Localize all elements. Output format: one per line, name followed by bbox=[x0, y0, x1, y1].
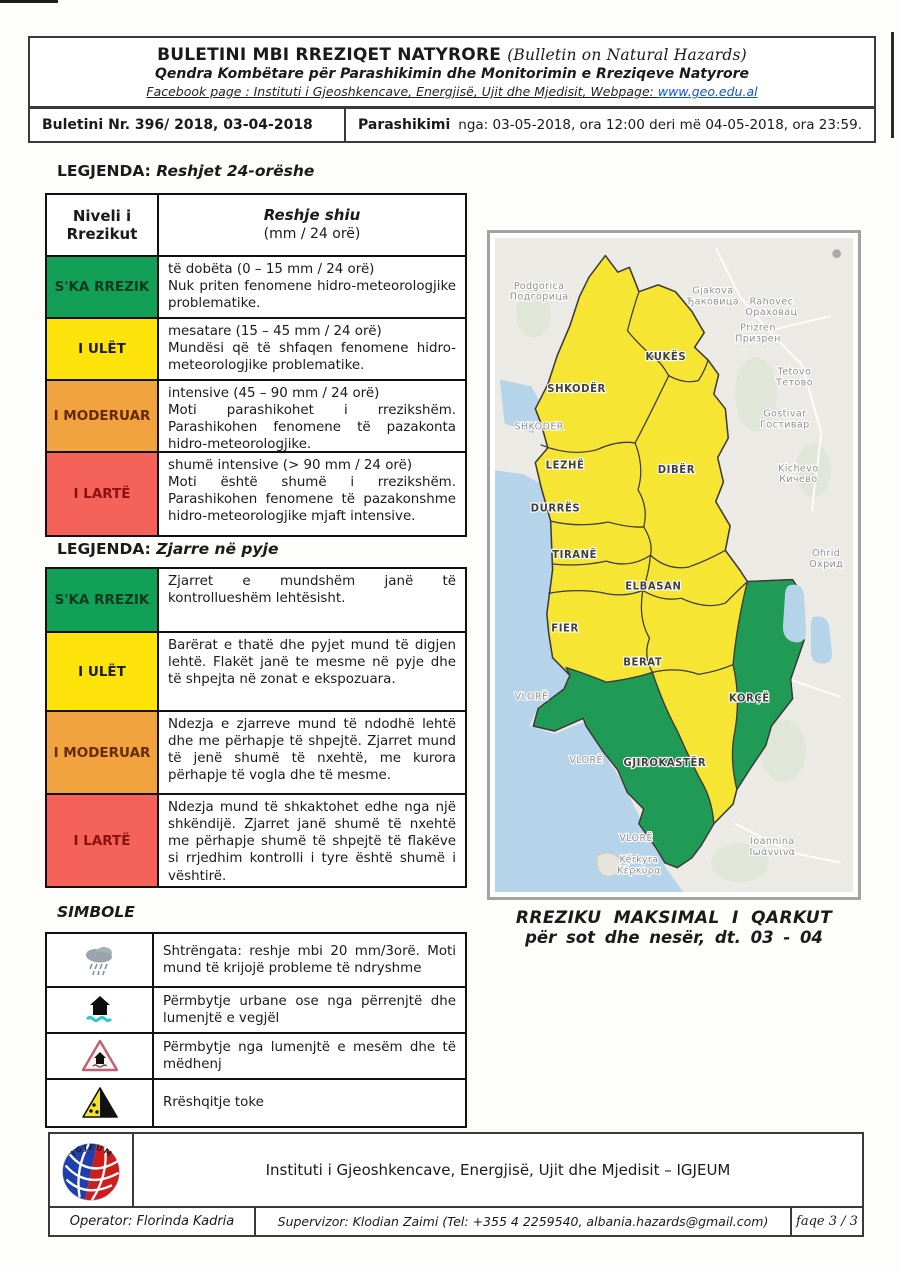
symbol-desc: Përmbytje nga lumenjtë e mesëm dhe të mëdhenj bbox=[163, 1039, 456, 1072]
risk-desc-cell: të dobëta (0 – 15 mm / 24 orë) Nuk priten fenomene hidro-meteorologjike problematike. bbox=[168, 262, 456, 312]
risk-level-cell: I ULËT bbox=[47, 633, 159, 710]
title-al: BULETINI MBI RREZIQET NATYRORE bbox=[157, 45, 502, 65]
table-row bbox=[47, 934, 465, 986]
risk-desc-cell: Barërat e thatë dhe pyjet mund të digjen lehtë. Flakët janë te mesme në pyje dhe të shpejta në zonat e ekspozuara. bbox=[168, 638, 456, 688]
risk-level-cell: S'KA RREZIK bbox=[47, 569, 159, 631]
map-label-gjirokaster: GJIROKASTËR bbox=[623, 758, 707, 770]
symbols-title: SIMBOLE bbox=[57, 903, 135, 921]
facebook-line bbox=[146, 84, 757, 99]
legend-fire-title bbox=[57, 540, 278, 558]
table-row bbox=[47, 379, 465, 451]
map-label-gostivar: Gostivar Гостивар bbox=[760, 408, 810, 431]
symbol-desc: Përmbytje urbane ose nga përrenjtë dhe lumenjtë e vegjël bbox=[163, 993, 456, 1026]
table-row bbox=[47, 986, 465, 1032]
legend-fire-title-text: Zjarre në pyje bbox=[156, 540, 279, 558]
albania-risk-map bbox=[487, 230, 861, 900]
map-caption-line1: RREZIKU MAKSIMAL I QARKUT bbox=[515, 908, 833, 928]
risk-level-cell: I LARTË bbox=[47, 453, 159, 535]
risk-desc-cell: mesatare (15 – 45 mm / 24 orë) Mundësi që të shfaqen fenomene hidro-meteorologjike problematike. bbox=[168, 324, 456, 374]
map-label-diber: DIBËR bbox=[657, 465, 696, 477]
river-flood-icon bbox=[47, 1034, 154, 1078]
map-label-kukes: KUKËS bbox=[645, 351, 687, 364]
operator-name: Operator: Florinda Kadria bbox=[50, 1208, 256, 1235]
table-row bbox=[47, 451, 465, 535]
map-label-korce: KORÇË bbox=[728, 693, 770, 705]
map-label-vlore-sea: VLORË bbox=[514, 691, 549, 703]
map-label-shkoder: SHKODËR bbox=[547, 384, 606, 396]
map-label-kerkyra: Kérkyra Κέρκυρα bbox=[617, 854, 661, 877]
bulletin-number: Buletini Nr. 396/ 2018, 03-04-2018 bbox=[30, 109, 346, 141]
page-number: faqe 3 / 3 bbox=[790, 1208, 862, 1235]
logo-arc-text: IGJEUM bbox=[69, 1142, 115, 1160]
footer-credits-row bbox=[48, 1206, 864, 1237]
footer-institute-row bbox=[48, 1132, 864, 1208]
risk-desc-cell: Zjarret e mundshëm janë të kontrollueshëm lehtësisht. bbox=[168, 574, 456, 607]
map-caption-line2: për sot dhe nesër, dt. 03 - 04 bbox=[525, 928, 823, 947]
facebook-text: Facebook page : Instituti i Gjeoshkencave, Energjisë, Ujit dhe Mjedisit, Webpage: bbox=[146, 84, 658, 99]
symbol-desc: Shtrëngata: reshje mbi 20 mm/3orë. Moti mund të krijojë probleme të ndryshme bbox=[163, 943, 456, 976]
map-caption bbox=[487, 908, 861, 947]
map-label-vlore-mid: VLORË bbox=[569, 755, 604, 767]
map-label-elbasan: ELBASAN bbox=[625, 581, 682, 593]
forecast-period bbox=[346, 109, 874, 141]
legend-rain-table bbox=[45, 193, 467, 537]
map-label-fier: FIER bbox=[551, 623, 579, 635]
map-label-prizren: Prizren Призрен bbox=[735, 322, 781, 345]
symbols-table bbox=[45, 932, 467, 1128]
map-label-gjakova: Gjakova Ђаковица bbox=[686, 285, 740, 308]
urban-flood-icon bbox=[47, 988, 154, 1032]
supervisor-info: Supervizor: Klodian Zaimi (Tel: +355 4 2259540, albania.hazards@gmail.com) bbox=[277, 1214, 769, 1229]
legend-rain-title bbox=[57, 162, 314, 180]
risk-desc-cell: intensive (45 – 90 mm / 24 orë) Moti parashikohet i rrezikshëm. Parashikohen fenomene të pazakonta hidro-meteorologjike. bbox=[168, 386, 456, 453]
table-row bbox=[47, 569, 465, 631]
title-en: (Bulletin on Natural Hazards) bbox=[507, 46, 747, 64]
bulletin-info-row bbox=[28, 107, 876, 143]
subtitle: Qendra Kombëtare për Parashikimin dhe Monitorimin e Rreziqeve Natyrore bbox=[154, 66, 750, 82]
scan-artifact-top bbox=[0, 0, 58, 3]
col-header-level: Niveli i Rrezikut bbox=[47, 195, 159, 255]
institute-name: Instituti i Gjeoshkencave, Energjisë, Ujit dhe Mjedisit – IGJEUM bbox=[265, 1161, 731, 1179]
risk-level-cell: I ULËT bbox=[47, 319, 159, 379]
risk-level-cell: S'KA RREZIK bbox=[47, 257, 159, 317]
risk-desc-cell: shumë intensive (> 90 mm / 24 orë) Moti është shumë i rrezikshëm. Parashikohen fenomene të pazakonshme hidro-meteorologjike mjaft intensive. bbox=[168, 458, 456, 525]
landslide-icon bbox=[47, 1080, 154, 1126]
map-label-podgorica: Podgorica Подгорица bbox=[509, 280, 569, 303]
col-header-rain: Reshje shiu (mm / 24 orë) bbox=[263, 206, 361, 242]
scan-artifact-right bbox=[891, 32, 894, 138]
table-row bbox=[47, 1032, 465, 1078]
table-row bbox=[47, 255, 465, 317]
risk-desc-cell: Ndezja mund të shkaktohet edhe nga një shkëndijë. Zjarret janë shumë të nxehtë me përhapje shumë të shpejtë të flakëve si rrjedhim kontrolli i tyre është shumë i vështirë. bbox=[168, 800, 456, 884]
map-control-icon[interactable] bbox=[832, 249, 841, 258]
header-box bbox=[28, 36, 876, 108]
risk-level-cell: I MODERUAR bbox=[47, 712, 159, 793]
risk-desc-cell: Ndezja e zjarreve mund të ndodhë lehtë dhe me përhapje të shpejtë. Zjarret mund të jenë shumë të nxehtë, me kurora përhapje të vogla dhe të mesme. bbox=[168, 717, 456, 784]
table-row bbox=[47, 195, 465, 255]
storm-icon bbox=[47, 934, 154, 986]
map-label-kichevo: Kichevo Кичево bbox=[778, 463, 819, 486]
legend-rain-title-text: Reshjet 24-orëshe bbox=[156, 162, 315, 180]
map-label-ohrid: Ohrid Охрид bbox=[809, 548, 844, 570]
table-row bbox=[47, 317, 465, 379]
forecast-text: nga: 03-05-2018, ora 12:00 deri më 04-05-2018, ora 23:59. bbox=[458, 117, 862, 133]
legend-rain-title-label: LEGJENDA: bbox=[57, 162, 151, 180]
table-row bbox=[47, 793, 465, 886]
map-label-tetovo: Tetovo Тетово bbox=[775, 366, 813, 389]
map-svg bbox=[495, 238, 853, 892]
map-label-shkoder-city: SHKODER bbox=[514, 421, 564, 433]
map-label-durres: DURRËS bbox=[530, 503, 581, 515]
legend-fire-title-label: LEGJENDA: bbox=[57, 540, 151, 558]
symbol-desc: Rrëshqitje toke bbox=[163, 1095, 264, 1111]
table-row bbox=[47, 710, 465, 793]
table-row bbox=[47, 1078, 465, 1126]
map-label-vlore-south: VLORË bbox=[619, 833, 653, 845]
map-label-lezhe: LEZHË bbox=[545, 460, 585, 472]
map-label-ioannina: Ioannina Ιωάννινα bbox=[749, 836, 796, 858]
risk-level-cell: I MODERUAR bbox=[47, 381, 159, 451]
map-label-berat: BERAT bbox=[623, 657, 663, 669]
igjeum-logo bbox=[50, 1134, 134, 1206]
legend-fire-table bbox=[45, 567, 467, 888]
table-row bbox=[47, 631, 465, 710]
page-title bbox=[157, 45, 747, 65]
risk-level-cell: I LARTË bbox=[47, 795, 159, 886]
webpage-link[interactable]: www.geo.edu.al bbox=[657, 84, 758, 99]
forecast-label: Parashikimi bbox=[358, 117, 451, 133]
map-label-rahovec: Rahovec Ораховац bbox=[745, 296, 798, 319]
map-label-tirane: TIRANË bbox=[552, 550, 598, 562]
